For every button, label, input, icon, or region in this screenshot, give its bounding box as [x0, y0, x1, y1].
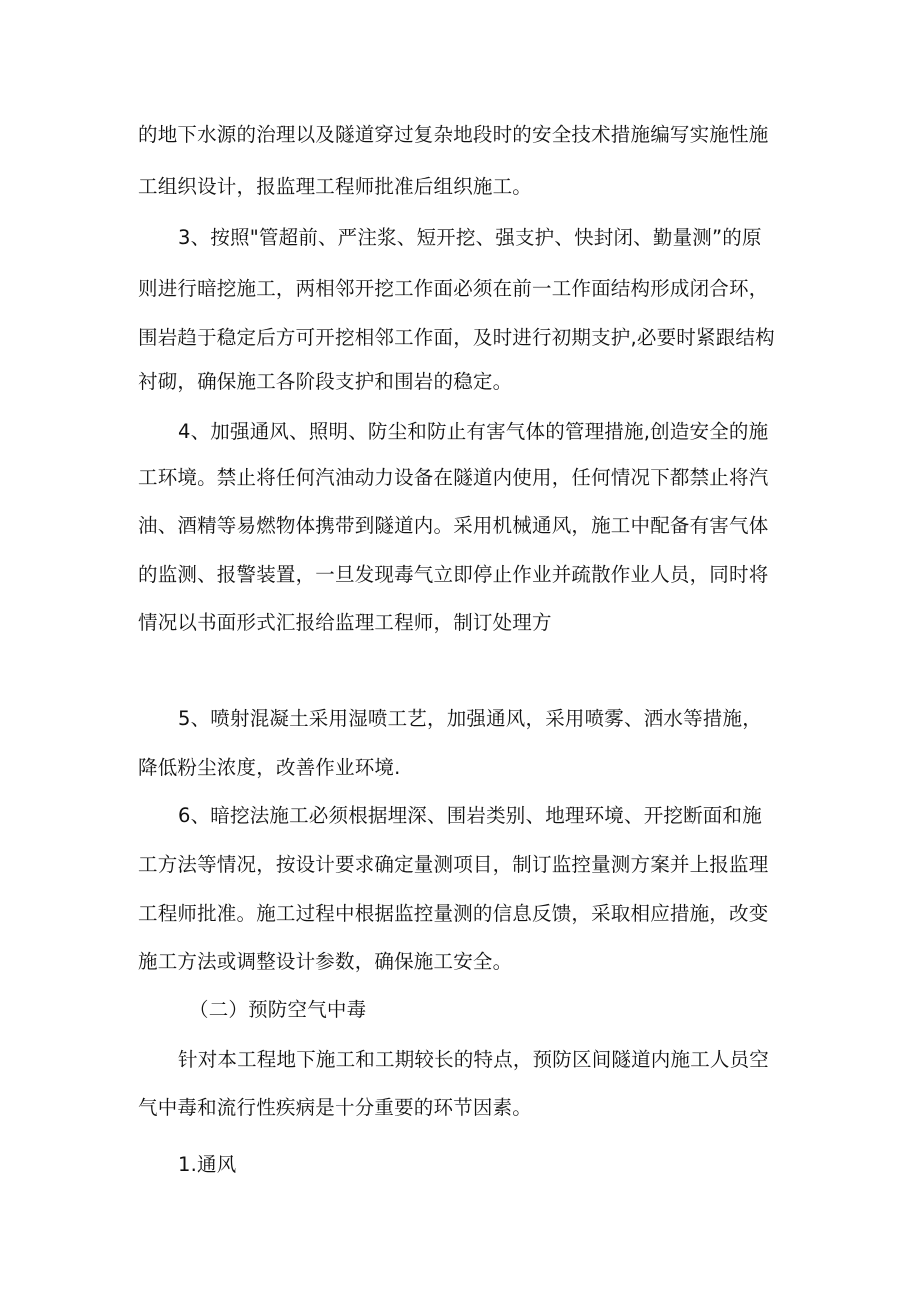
- paragraph-6-line: 6、暗挖法施工必须根据埋深、围岩类别、地理环境、开挖断面和施: [178, 804, 762, 827]
- section-heading: （二）预防空气中毒: [189, 998, 367, 1021]
- text-line: 工环境。禁止将任何汽油动力设备在隧道内使用，任何情况下都禁止将汽: [138, 466, 769, 489]
- text-line: 工方法等情况，按设计要求确定量测项目，制订监控量测方案并上报监理: [138, 853, 769, 876]
- text-line: 气中毒和流行性疾病是十分重要的环节因素。: [138, 1096, 533, 1119]
- text-line: 施工方法或调整设计参数，确保施工安全。: [138, 950, 513, 973]
- text-line: 的地下水源的治理以及隧道穿过复杂地段时的安全技术措施编写实施性施: [138, 123, 769, 146]
- paragraph-line: 针对本工程地下施工和工期较长的特点，预防区间隧道内施工人员空: [178, 1048, 770, 1071]
- subsection-heading: 1.通风: [178, 1153, 237, 1176]
- text-line: 衬砌，确保施工各阶段支护和围岩的稳定。: [138, 370, 513, 393]
- paragraph-3-line: 3、按照"管超前、严注浆、短开挖、强支护、快封闭、勤量测”的原: [178, 226, 762, 249]
- paragraph-5-line: 5、喷射混凝土采用湿喷工艺，加强通风，采用喷雾、洒水等措施，: [178, 707, 762, 730]
- text-line: 情况以书面形式汇报给监理工程师，制订处理方: [138, 611, 552, 634]
- text-line: 油、酒精等易燃物体携带到隧道内。采用机械通风，施工中配备有害气体: [138, 514, 769, 537]
- text-line: 工程师批准。施工过程中根据监控量测的信息反馈，采取相应措施，改变: [138, 902, 769, 925]
- paragraph-4-line: 4、加强通风、照明、防尘和防止有害气体的管理措施,创造安全的施: [178, 420, 769, 443]
- text-line: 则进行暗挖施工，两相邻开挖工作面必须在前一工作面结构形成闭合环，: [138, 277, 769, 300]
- text-line: 降低粉尘浓度，改善作业环境.: [138, 756, 401, 779]
- text-line: 的监测、报警装置，一旦发现毒气立即停止作业并疏散作业人员，同时将: [138, 563, 769, 586]
- text-line: 工组织设计，报监理工程师批准后组织施工。: [138, 175, 533, 198]
- text-line: 围岩趋于稳定后方可开挖相邻工作面，及时进行初期支护,必要时紧跟结构: [138, 326, 775, 349]
